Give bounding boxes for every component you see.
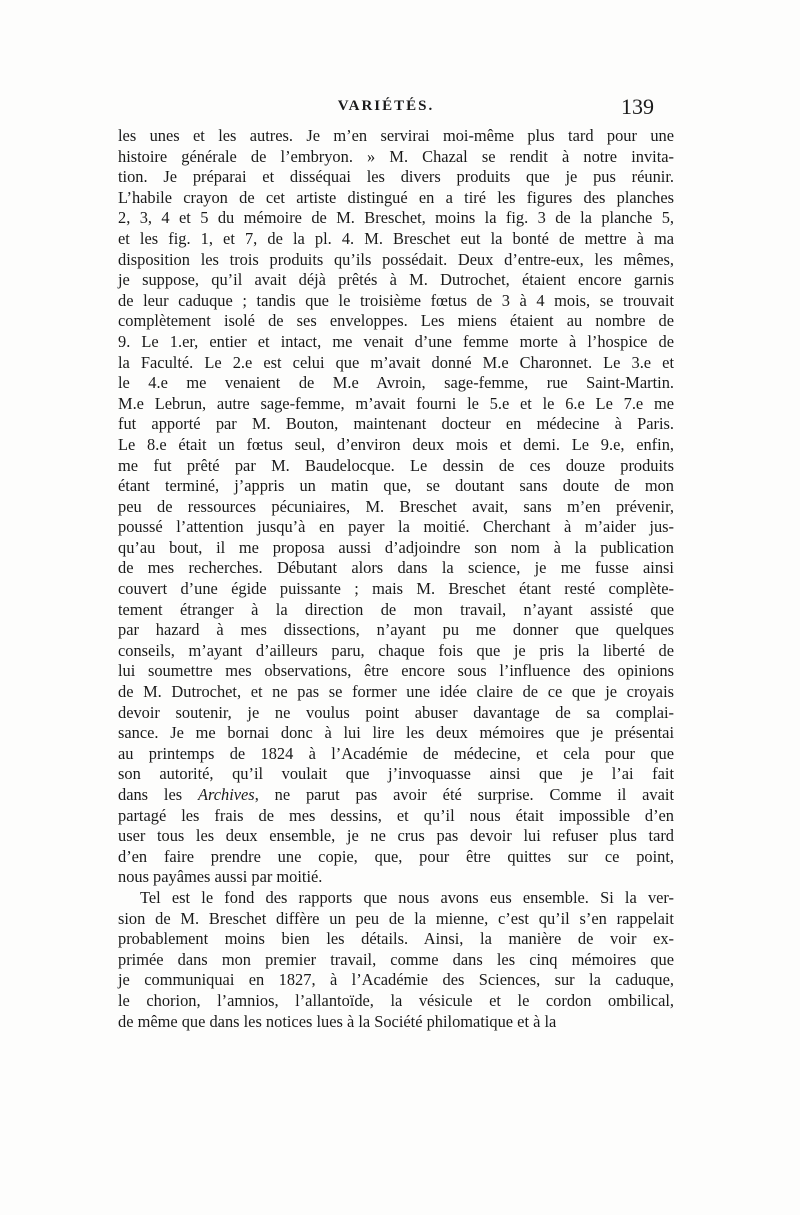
italic-title: Archives <box>197 785 255 804</box>
page-number: 139 <box>621 94 654 119</box>
text-line: par hazard à mes dissections, n’ayant pu me donner que quelques <box>118 620 674 640</box>
text-line: me fut prêté par M. Baudelocque. Le dessin de ces douze produits <box>118 455 674 475</box>
text-line: peu de ressources pécuniaires, M. Breschet avait, sans m’en prévenir, <box>118 496 674 516</box>
text-line: de M. Dutrochet, et ne pas se former une idée claire de ce que je croyais <box>118 682 674 702</box>
text-line: tion. Je préparai et disséquai les divers produits que je pus réunir. <box>118 167 674 187</box>
text-line: devoir soutenir, je ne voulus point abuser davantage de sa complai- <box>118 702 674 722</box>
text-line: dans les Archives, ne parut pas avoir été surprise. Comme il avait <box>118 785 674 804</box>
text-line: et les fig. 1, et 7, de la pl. 4. M. Breschet eut la bonté de mettre à ma <box>118 228 674 248</box>
text-line: conseils, m’ayant d’ailleurs paru, chaque fois que je pris la liberté de <box>118 640 674 660</box>
text-line: son autorité, qu’il voulait que j’invoquasse ainsi que je l’ai fait <box>118 764 674 784</box>
text-line: 2, 3, 4 et 5 du mémoire de M. Breschet, moins la fig. 3 de la planche 5, <box>118 208 674 228</box>
text-line: fut apporté par M. Bouton, maintenant docteur en médecine à Paris. <box>118 414 674 434</box>
text-line: le chorion, l’amnios, l’allantoïde, la vésicule et le cordon ombilical, <box>118 990 674 1010</box>
text-line: le 4.e me venaient de M.e Avroin, sage-femme, rue Saint-Martin. <box>118 373 674 393</box>
text-line: la Faculté. Le 2.e est celui que m’avait donné M.e Charonnet. Le 3.e et <box>118 352 674 372</box>
text-line: je suppose, qu’il avait déjà prêtés à M. Dutrochet, étaient encore garnis <box>118 270 674 290</box>
text-line: lui soumettre mes observations, être encore sous l’influence des opinions <box>118 661 674 681</box>
text-line: sance. Je me bornai donc à lui lire les deux mémoires que je présentai <box>118 723 674 743</box>
text-line: probablement moins bien les détails. Ainsi, la manière de voir ex- <box>118 929 674 949</box>
text-line: de mes recherches. Débutant alors dans la science, je me fusse ainsi <box>118 558 674 578</box>
text-line: sion de M. Breschet diffère un peu de la mienne, c’est qu’il s’en rappelait <box>118 908 674 928</box>
running-title: VARIÉTÉS. <box>337 98 435 114</box>
text-line: de même que dans les notices lues à la Société philomatique et à la <box>118 1011 557 1031</box>
text-line: de leur caduque ; tandis que le troisième fœtus de 3 à 4 mois, se trouvait <box>118 290 674 310</box>
text-line: Le 8.e était un fœtus seul, d’environ deux mois et demi. Le 9.e, enfin, <box>118 434 674 454</box>
text-line: poussé l’attention jusqu’à en payer la moitié. Cherchant à m’aider jus- <box>118 517 674 537</box>
text-line: partagé les frais de mes dessins, et qu’il nous était impossible d’en <box>118 805 674 825</box>
text-line: je communiquai en 1827, à l’Académie des Sciences, sur la caduque, <box>118 970 674 990</box>
text-line: Tel est le fond des rapports que nous avons eus ensemble. Si la ver- <box>140 887 674 907</box>
text-line: L’habile crayon de cet artiste distingué en a tiré les figures des planches <box>118 187 674 207</box>
text-line: 9. Le 1.er, entier et intact, me venait d’une femme morte à l’hospice de <box>118 331 674 351</box>
text-line: qu’au bout, il me proposa aussi d’adjoindre son nom à la publication <box>118 537 674 557</box>
body-text <box>118 126 674 1032</box>
running-head <box>118 94 654 124</box>
text-line: au printemps de 1824 à l’Académie de médecine, et cela pour que <box>118 743 674 763</box>
text-line: étant terminé, j’appris un matin que, se doutant sans doute de mon <box>118 476 674 496</box>
text-line: primée dans mon premier travail, comme dans les cinq mémoires que <box>118 949 674 969</box>
text-line: disposition les trois produits qu’ils possédait. Deux d’entre-eux, les mêmes, <box>118 249 674 269</box>
text-line: nous payâmes aussi par moitié. <box>118 867 323 887</box>
text-line: tement étranger à la direction de mon travail, n’ayant assisté que <box>118 599 674 619</box>
text-line: M.e Lebrun, autre sage-femme, m’avait fourni le 5.e et le 6.e Le 7.e me <box>118 393 674 413</box>
text-line: histoire générale de l’embryon. » M. Chazal se rendit à notre invita- <box>118 146 674 166</box>
text-line: complètement isolé de ses enveloppes. Les miens étaient au nombre de <box>118 311 674 331</box>
text-line: couvert d’une égide puissante ; mais M. Breschet étant resté complète- <box>118 579 674 599</box>
text-line: d’en faire prendre une copie, que, pour être quittes sur ce point, <box>118 846 674 866</box>
text-line: user tous les deux ensemble, je ne crus pas devoir lui refuser plus tard <box>118 826 674 846</box>
text-line: les unes et les autres. Je m’en servirai moi-même plus tard pour une <box>118 126 674 145</box>
